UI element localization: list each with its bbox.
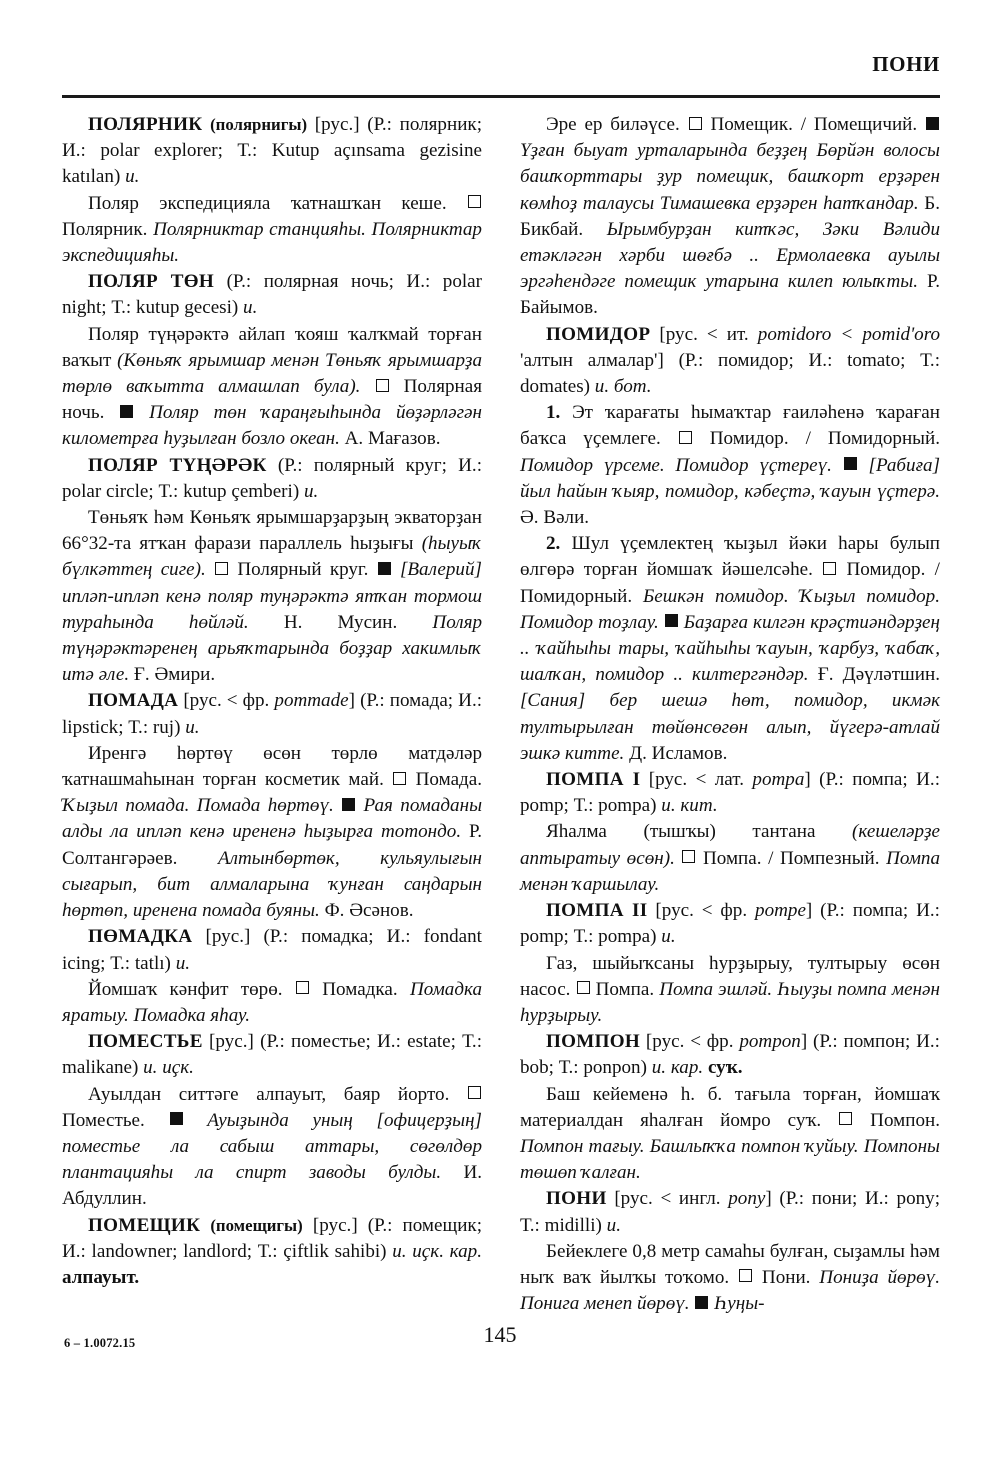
- filled-square-marker: [120, 405, 133, 418]
- dictionary-entry: [520, 898, 940, 1029]
- dictionary-entry: [520, 1186, 940, 1317]
- definition-block: [520, 819, 940, 898]
- etymology-source: [рус.]: [205, 926, 251, 948]
- grammar-tag: и.: [303, 480, 319, 502]
- dictionary-entry: [62, 269, 482, 452]
- examples: Помпон тағыу. Башлыҡҡа помпон ҡуйыу. Помпоны төшөп ҡалған.: [520, 1135, 940, 1184]
- headword: ПОНИ: [546, 1188, 607, 1210]
- examples: Полярниктар станцияһы. Полярниктар экспедицияһы.: [62, 218, 482, 267]
- translation-block: (Р.: помпа; И.: pomp; Т.: pompa): [520, 900, 940, 948]
- headword: ПӨМАДКА: [88, 926, 193, 948]
- etymology-source: [рус. < ит.: [659, 323, 749, 345]
- examples: Бешкән помидор. Ҡыҙыл помидор. Помидор тоҙлау.: [520, 585, 941, 633]
- citation: Ауыҙында уның [офицерҙың] поместье ла сабыш аттары, сөгөлдөр плантацияһы ла спирт заводы булды.: [62, 1109, 482, 1184]
- open-square-marker: [823, 562, 836, 575]
- citation: Рая помаданы алды ла ипләп кенә ирененә һыҙырға тотондо.: [62, 795, 482, 843]
- citation-2-author: Ф. Әсәнов.: [324, 900, 414, 922]
- dictionary-entry: [62, 453, 482, 689]
- translation-block: (Р.: помада; И.: lipstick; Т.: ruj): [62, 690, 483, 738]
- etymology-close: ]: [765, 1188, 772, 1210]
- grammar-tag: и.: [125, 166, 140, 188]
- open-square-marker: [839, 1112, 852, 1125]
- definition-block: [62, 977, 482, 1029]
- headword: ПОМПА II: [546, 900, 648, 922]
- definition: Йомшаҡ кәнфит төрө.: [88, 978, 283, 1000]
- grammar-tag: и. кар.: [651, 1057, 704, 1079]
- definition-block: [520, 1239, 940, 1318]
- citation-2-author: Д. Исламов.: [629, 742, 728, 764]
- etymology-close: ]: [804, 769, 811, 791]
- equivalent: Полярный круг.: [237, 559, 369, 581]
- running-head: ПОНИ: [872, 52, 940, 76]
- entry-head-block: [62, 269, 482, 321]
- definition-block: [520, 112, 940, 322]
- grammar-tag: и. кит.: [661, 795, 718, 817]
- citation: Баҙарға килгән крәҫтиәндәрҙең .. ҡайһыһы тары, ҡайһыһы ҡауын, ҡарбуз, ҡабаҡ, шалҡан, помидор .. килтергәндәр.: [520, 611, 940, 686]
- citation-2: Алтынбөртөк, кульяулығын сығарып, бит алмаларына ҡунған саңдарын һөртөп, иренена помада буяны.: [62, 847, 482, 922]
- etymology-source: [рус.]: [312, 1214, 358, 1236]
- sense-block: [520, 531, 940, 767]
- entry-head-block: [62, 112, 482, 191]
- grammar-tag: и.: [606, 1214, 621, 1236]
- etymology-source: [рус. < фр.: [655, 900, 748, 922]
- headword: ПОМЕСТЬЕ: [88, 1031, 203, 1053]
- grammar-tag: и.: [243, 297, 258, 319]
- dictionary-entry: [520, 767, 940, 898]
- signature-mark: 6 – 1.0072.15: [64, 1336, 136, 1350]
- equivalent: Полярник.: [62, 218, 148, 240]
- open-square-marker: [739, 1269, 752, 1282]
- dictionary-entry: [62, 924, 482, 1029]
- definition: Поляр экспедицияла ҡатнашҡан кеше.: [88, 192, 447, 214]
- translation-block: (Р.: полярная ночь; И.: polar night; Т.: kutup gecesi): [62, 271, 483, 319]
- definition-block: [520, 951, 940, 1030]
- headword: ПОМЕЩИК: [88, 1214, 201, 1236]
- citation-2: Поляр түңәрәктәренең арьяҡтарында боҙҙар хакимлыҡ итә әле.: [62, 611, 483, 686]
- equivalent: Полярная ночь.: [62, 376, 483, 424]
- etymology-form: pommade: [274, 690, 349, 712]
- etymology-form: pompa: [752, 769, 805, 791]
- equivalent: Помидор. / Помидорный.: [709, 428, 940, 450]
- definition-note: (һыуыҡ бүлкәттең сиге).: [62, 533, 482, 581]
- definition: Ауылдан ситтәге алпауыт, баяр йорто.: [88, 1083, 450, 1105]
- entry-head-block: [62, 924, 482, 976]
- citation: [Валерий] ипләп-ипләп кенә поляр туңәрәктә ятҡан тормош тураһында һөйләй.: [62, 559, 482, 633]
- grammar-tag: и.: [661, 926, 676, 948]
- translation-block: (Р.: пони; И.: pony; Т.: midilli): [520, 1188, 941, 1236]
- etymology-close: ]: [800, 1031, 808, 1053]
- entry-head-block: [62, 688, 482, 740]
- etymology-gloss: 'алтын алмалар']: [520, 349, 664, 371]
- translation-block: (Р.: помидор; И.: tomato; Т.: domates): [520, 349, 940, 398]
- definition-note: (Көньяҡ ярымшар менән Төньяҡ ярымшарҙа төрлө ваҡытта алмашлап була).: [62, 349, 482, 398]
- definition: Шул үҫемлектең ҡыҙыл йәки һары булып өлгөрә торған йомшаҡ йәшелсәһе.: [520, 533, 940, 581]
- etymology-source: [рус. < лат.: [648, 769, 744, 791]
- text-columns: [62, 112, 941, 1315]
- examples: Помадка яратыу. Помадка яһау.: [62, 978, 482, 1026]
- equivalent: Помещик. / Помещичий.: [710, 114, 918, 135]
- definition-block: [62, 191, 482, 270]
- open-square-marker: [577, 981, 590, 994]
- open-square-marker: [468, 195, 481, 208]
- equivalent: Пони.: [761, 1266, 811, 1288]
- filled-square-marker: [695, 1296, 708, 1309]
- translation-block: (Р.: помпон; И.: bob; Т.: ponpon): [520, 1031, 940, 1079]
- sense-number: 2.: [546, 533, 561, 555]
- entry-head-block: [520, 322, 940, 401]
- entry-head-block: [520, 1186, 940, 1238]
- entry-continuation: [520, 112, 940, 322]
- cross-reference: алпауыт.: [62, 1266, 140, 1288]
- etymology-close: ]: [805, 900, 813, 922]
- header-rule: [62, 95, 940, 98]
- definition: Яһалма (тышҡы) тантана: [546, 821, 816, 843]
- definition-block: [62, 1082, 482, 1213]
- citation-2: [Сания] бер шешә һөт, помидор, икмәк тултырылған төйөнсөгөн алып, йүгерә-атлай эшкә китте.: [520, 690, 940, 764]
- definition: Иренгә һөртөү өсөн төрлө матдәләр ҡатнашмаһынан торған косметик май.: [62, 742, 482, 791]
- examples: Помидор үрсеме. Помидор үҫтереү.: [520, 454, 832, 476]
- citation-author: И. Абдуллин.: [62, 1162, 482, 1210]
- translation-block: (Р.: помадка; И.: fondant icing; Т.: tatlı): [62, 926, 482, 974]
- etymology-form: pompe: [755, 900, 806, 922]
- open-square-marker: [215, 562, 228, 575]
- dictionary-entry: [62, 112, 482, 269]
- dictionary-entry: [520, 322, 940, 767]
- examples: Ҡыҙыл помада. Помада һөртөү.: [62, 795, 334, 817]
- etymology-source: [рус. < фр.: [183, 690, 270, 712]
- citation-partial: Һуңы-: [714, 1293, 765, 1315]
- filled-square-marker: [342, 798, 355, 811]
- open-square-marker: [376, 379, 389, 392]
- equivalent: Поместье.: [62, 1109, 145, 1131]
- equivalent: Помада.: [415, 769, 483, 791]
- dictionary-entry: [62, 1213, 482, 1292]
- dictionary-entry: [62, 1029, 482, 1212]
- headword: ПОМПОН: [546, 1031, 641, 1053]
- etymology-source: [рус. < фр.: [645, 1031, 734, 1053]
- etymology-form: pomidoro < pomid'oro: [757, 323, 940, 345]
- headword: ПОМИДОР: [546, 323, 651, 345]
- citation: Үҙған быуат урталарында беҙҙең Бөрйән волосы башҡорттары ҙур помещик, башҡорт ерҙәрен көмһоҙ талаусы Тимашевка ерҙәрен һатҡандар.: [520, 140, 940, 214]
- translation-block: (Р.: помещик; И.: landowner; landlord; Т.: çiftlik sahibi): [62, 1214, 482, 1262]
- grammar-tag: и.: [175, 952, 191, 974]
- open-square-marker: [679, 431, 692, 444]
- filled-square-marker: [844, 457, 857, 470]
- headword-form: (полярнигы): [210, 115, 308, 134]
- filled-square-marker: [170, 1112, 183, 1125]
- dictionary-entry: [62, 688, 482, 924]
- translation-block: (Р.: полярник; И.: polar explorer; Т.: Kutup açınsama gezisine katılan): [62, 114, 482, 188]
- page-number: 145: [483, 1322, 517, 1347]
- headword: ПОЛЯР ТҮҢӘРӘК: [88, 454, 267, 476]
- examples: Помпа менән ҡаршылау.: [520, 847, 940, 895]
- definition-block: [62, 505, 482, 688]
- citation-2-author: Ғ. Әмири.: [133, 664, 216, 686]
- dictionary-entry: [520, 1029, 940, 1186]
- entry-head-block: [520, 898, 940, 950]
- citation-author: А. Мағазов.: [344, 428, 441, 450]
- filled-square-marker: [378, 562, 391, 575]
- definition-block: [62, 741, 482, 924]
- entry-head-block: [520, 767, 940, 819]
- examples: Пониҙа йөрөү. Понига менеп йөрөү.: [520, 1266, 940, 1315]
- headword: ПОМАДА: [88, 690, 179, 712]
- open-square-marker: [682, 850, 695, 863]
- open-square-marker: [393, 772, 406, 785]
- grammar-tag: и.: [185, 716, 200, 738]
- entry-head-block: [62, 1029, 482, 1081]
- definition-block: [520, 1082, 940, 1187]
- citation-author: Ә. Вәли.: [520, 507, 590, 529]
- entry-head-block: [62, 453, 482, 505]
- etymology-source: [рус.]: [314, 114, 360, 135]
- translation-block: (Р.: поместье; И.: estate; Т.: malikane): [62, 1031, 482, 1079]
- definition-note: (кешеләрҙе аптыратыу өсөн).: [520, 821, 941, 869]
- headword: ПОЛЯР ТӨН: [88, 271, 215, 293]
- grammar-tag: и. иҫк. кар.: [392, 1240, 482, 1262]
- citation-2: Ырымбурҙан китҡәс, Зәки Вәлиди етәкләгән хәрби шөғбә .. Ермолаевка ауылы эргәһендәге помещик утарына килеп юлыҡты.: [520, 218, 940, 293]
- grammar-tag: и. иҫк.: [143, 1057, 194, 1079]
- definition: Төньяҡ һәм Көньяҡ ярымшарҙарҙың экваторҙан 66°32-та ятҡан фарази параллель һыҙығы: [62, 507, 482, 555]
- etymology-form: pony: [728, 1188, 766, 1210]
- open-square-marker: [468, 1086, 481, 1099]
- etymology-close: ]: [348, 690, 355, 712]
- headword-form: (помещигы): [210, 1215, 303, 1235]
- headword: ПОЛЯРНИК: [88, 114, 203, 135]
- entry-head-block: [520, 1029, 940, 1081]
- right-column: [520, 112, 941, 1315]
- etymology-form: pompon: [739, 1031, 801, 1053]
- equivalent: Помпа. / Помпезный.: [703, 847, 880, 869]
- sense-number: 1.: [546, 402, 561, 424]
- citation-author: Н. Мусин.: [283, 611, 398, 633]
- filled-square-marker: [665, 614, 678, 627]
- equivalent: Помпон.: [870, 1109, 940, 1131]
- sense-block: [520, 400, 940, 531]
- open-square-marker: [689, 117, 702, 130]
- cross-reference: суҡ.: [707, 1057, 743, 1079]
- translation-block: (Р.: полярный круг; И.: polar circle; Т.: kutup çemberi): [62, 454, 482, 502]
- etymology-source: [рус. < ингл.: [614, 1188, 721, 1210]
- citation-2-author: Р. Байымов.: [520, 271, 940, 319]
- citation-author: Р. Солтангәрәев.: [62, 821, 482, 869]
- translation-block: (Р.: помпа; И.: pomp; Т.: pompa): [520, 769, 940, 817]
- equivalent: Помадка.: [322, 978, 398, 1000]
- citation: [Рабиға] йыл һайын ҡыяр, помидор, кәбеҫтә, ҡауын үҫтерә.: [520, 454, 941, 502]
- definition: Поляр түңәрәктә айлап ҡояш ҡалҡмай торған ваҡыт: [62, 323, 482, 371]
- open-square-marker: [296, 981, 309, 994]
- definition: Эре ер биләүсе.: [546, 114, 680, 135]
- citation-author: Б. Бикбай.: [520, 192, 940, 240]
- definition-block: [62, 322, 482, 453]
- citation: Поляр төн ҡараңғыһында йөҙәрләгән километрға һуҙылған бозло океан.: [62, 402, 482, 450]
- filled-square-marker: [926, 117, 939, 130]
- definition: Эт ҡарағаты һымаҡтар ғаиләһенә ҡараған баҡса үҫемлеге.: [520, 402, 940, 450]
- equivalent: Помидор. / Помидорный.: [520, 559, 940, 607]
- citation-author: Ғ. Дәүләтшин.: [817, 664, 940, 686]
- definition: Бейеклеге 0,8 метр самаһы булған, сыҙамлы һәм ныҡ ваҡ йылҡы тоҡомо.: [520, 1240, 940, 1288]
- left-column: [62, 112, 482, 1307]
- etymology-source: [рус.]: [209, 1031, 254, 1053]
- grammar-tag: и. бот.: [594, 376, 652, 398]
- entry-head-block: [62, 1213, 482, 1292]
- headword: ПОМПА I: [546, 769, 641, 791]
- equivalent: Помпа.: [595, 978, 655, 1000]
- definition: Газ, шыйыҡсаны һурҙырыу, тултырыу өсөн насос.: [520, 952, 940, 1000]
- definition: Баш кейеменә һ. б. тағыла торған, йомшаҡ материалдан яһалған йомро суҡ.: [520, 1083, 940, 1131]
- examples: Помпа эшләй. Һыуҙы помпа менән һурҙырыу.: [520, 978, 940, 1026]
